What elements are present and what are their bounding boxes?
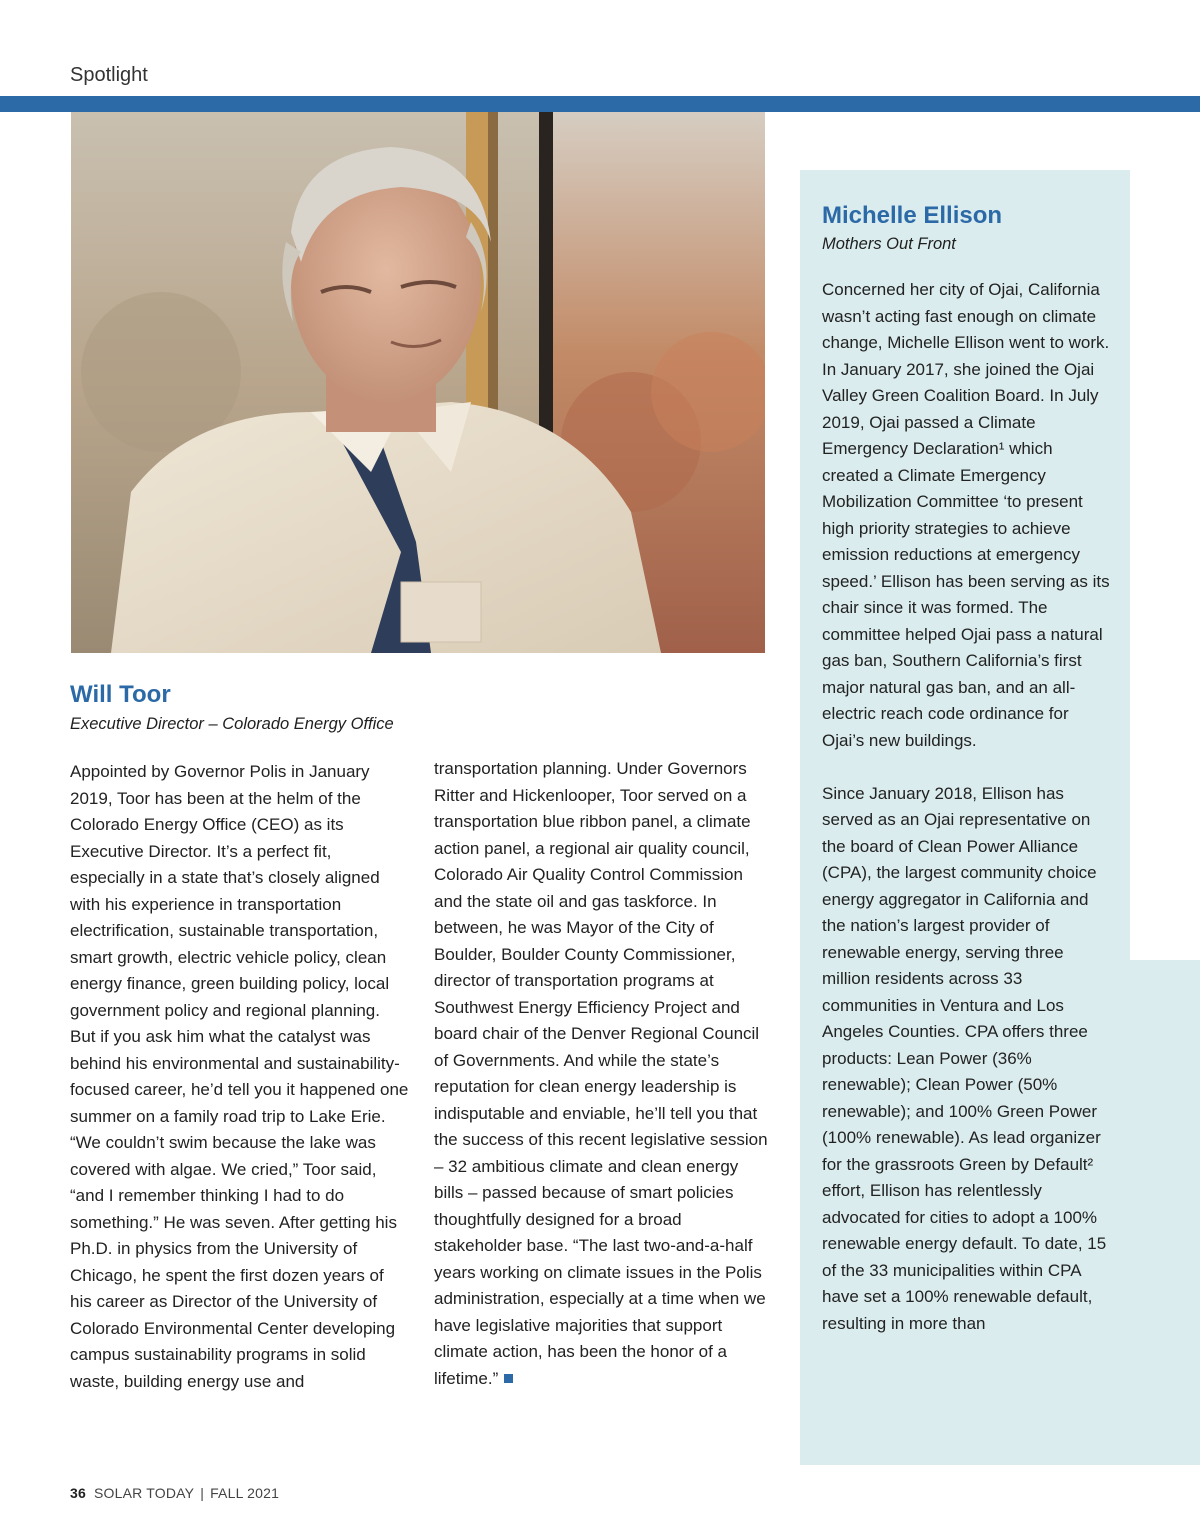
ellison-column: [822, 277, 1112, 1337]
profile-role-toor: Executive Director – Colorado Energy Office: [70, 715, 394, 733]
ellison-paragraph-1: Concerned her city of Ojai, California wasn’t acting fast enough on climate change, Michelle Ellison went to work. In January 2017, she joined the Ojai Valley Green Coalition Board. In July 2019, Ojai passed a Climate Emergency Declaration¹ which created a Climate Emergency Mobilization Committee ‘to present high priority strategies to achieve emission reductions at emergency speed.’ Ellison has been serving as its chair since it was formed. The committee helped Ojai pass a natural gas ban, Southern California’s first major natural gas ban, and an all-electric reach code ordinance for Ojai’s new buildings.: [822, 280, 1110, 750]
ellison-paragraph-2: Since January 2018, Ellison has served as an Ojai representative on the board of Clean Power Alliance (CPA), the largest community choice energy aggregator in California and the nation’s largest provider of renewable energy, serving three million residents across 33 communities in Ventura and Los Angeles Counties. CPA offers three products: Lean Power (36% renewable); Clean Power (50% renewable); and 100% Green Power (100% renewable). As lead organizer for the grassroots Green by Default² effort, Ellison has relentlessly advocated for cities to adopt a 100% renewable energy default. To date, 15 of the 33 municipalities within CPA have set a 100% renewable default, resulting in more than: [822, 783, 1107, 1333]
page-number: 36: [70, 1485, 86, 1501]
top-accent-rule: [0, 96, 1200, 112]
portrait-photo: [71, 112, 765, 653]
toor-column-2: [434, 756, 770, 1392]
profile-name-ellison: Michelle Ellison: [822, 202, 1003, 229]
toor-paragraph-2: [434, 756, 770, 1392]
toor-paragraph-2-text: transportation planning. Under Governors Ritter and Hickenlooper, Toor served on a transportation blue ribbon panel, a climate action panel, a regional air quality council, Colorado Air Quality Control Commission and the state oil and gas taskforce. In between, he was Mayor of the City of Boulder, Boulder County Commissioner, director of transportation programs at Southwest Energy Efficiency Project and board chair of the Denver Regional Council of Governments. And while the state’s reputation for clean energy leadership is indisputable and enviable, he’ll tell you that the success of this recent legislative session – 32 ambitious climate and clean energy bills – passed because of smart policies thoughtfully designed for a broad stakeholder base. “The last two-and-a-half years working on climate issues in the Polis administration, especially at a time when we have legislative majorities that support climate action, has been the honor of a lifetime.”: [434, 759, 768, 1388]
footer-separator: |: [200, 1485, 205, 1501]
page-footer: [70, 1485, 279, 1501]
toor-column-1: [70, 759, 410, 1395]
section-label: Spotlight: [70, 64, 148, 86]
publication-name: SOLAR TODAY: [93, 1485, 195, 1501]
profile-role-ellison: Mothers Out Front: [822, 235, 956, 253]
issue-label: FALL 2021: [210, 1485, 280, 1501]
toor-paragraph-1: Appointed by Governor Polis in January 2019, Toor has been at the helm of the Colorado Energy Office (CEO) as its Executive Director. It’s a perfect fit, especially in a state that’s closely aligned with his experience in transportation electrification, sustainable transportation, smart growth, electric vehicle policy, clean energy finance, green building policy, local government policy and regional planning. But if you ask him what the catalyst was behind his environmental and sustainability-focused career, he’d tell you it happened one summer on a family road trip to Lake Erie. “We couldn’t swim because the lake was covered with algae. We cried,” Toor said, “and I remember thinking I had to do something.” He was seven. After getting his Ph.D. in physics from the University of Chicago, he spent the first dozen years of his career as Director of the University of Colorado Environmental Center developing campus sustainability programs in solid waste, building energy use and: [70, 762, 409, 1391]
profile-name-toor: Will Toor: [70, 681, 171, 708]
end-of-article-square-icon: [504, 1374, 513, 1383]
sidebar-edge-strip: [1130, 960, 1200, 1465]
